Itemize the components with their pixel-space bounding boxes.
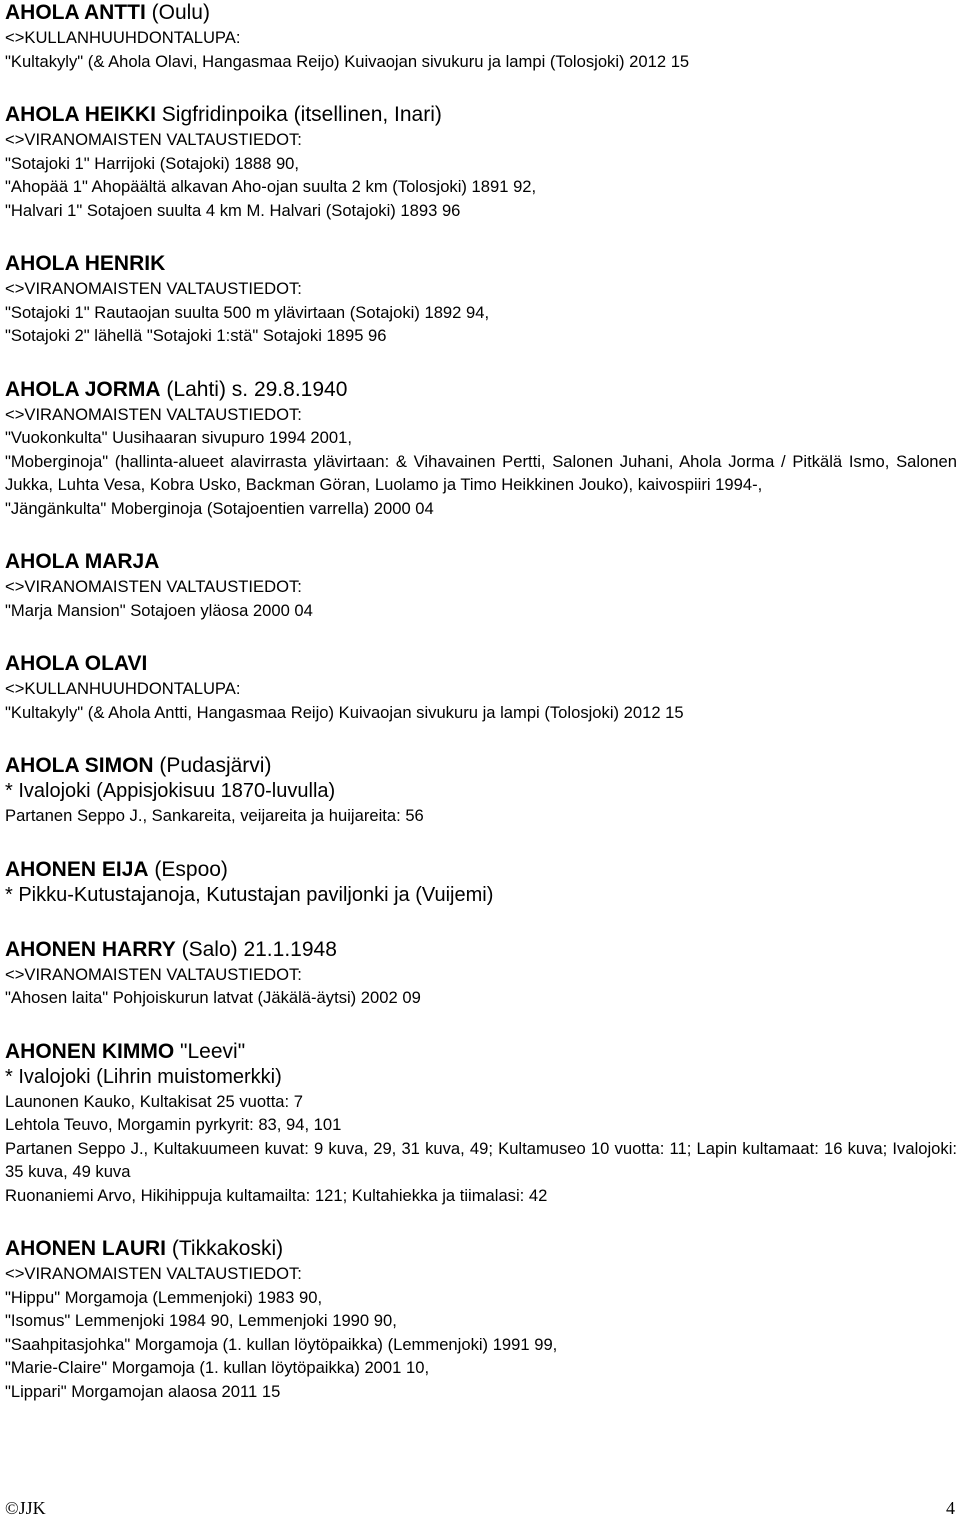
entry-name bbox=[5, 652, 147, 675]
entry-spacer bbox=[5, 73, 957, 102]
firstname: MARJA bbox=[84, 550, 160, 573]
detail-line: Ruonaniemi Arvo, Hikihippuja kultamailta: 121; Kultahiekka ja tiimalasi: 42 bbox=[5, 1185, 548, 1205]
detail-line: "Hippu" Morgamoja (Lemmenjoki) 1983 90, bbox=[5, 1287, 323, 1307]
entry-name bbox=[5, 1237, 166, 1260]
entry-heading bbox=[5, 0, 957, 26]
surname: AHOLA bbox=[5, 1, 79, 24]
entry-heading bbox=[5, 857, 957, 883]
person-entry bbox=[5, 1236, 957, 1403]
person-entry bbox=[5, 377, 957, 521]
detail-line: "Kultakyly" (& Ahola Antti, Hangasmaa Reijo) Kuivaojan sivukuru ja lampi (Tolosjoki) 2012 15 bbox=[5, 702, 684, 722]
detail-line: "Isomus" Lemmenjoki 1984 90, Lemmenjoki 1990 90, bbox=[5, 1311, 397, 1330]
entry-heading bbox=[5, 753, 957, 779]
detail-line: Launonen Kauko, Kultakisat 25 vuotta: 7 bbox=[5, 1091, 303, 1111]
firstname: OLAVI bbox=[84, 652, 148, 675]
detail-line: "Saahpitasjohka" Morgamoja (1. kullan löytöpaikka) (Lemmenjoki) 1991 99, bbox=[5, 1334, 558, 1354]
firstname: EIJA bbox=[101, 857, 149, 881]
detail-line: "Marja Mansion" Sotajoen yläosa 2000 04 bbox=[5, 600, 313, 620]
entry-name bbox=[5, 938, 176, 961]
person-entry bbox=[5, 651, 957, 724]
entry-qualifier: "Leevi" bbox=[180, 1039, 246, 1063]
entry-spacer bbox=[5, 1010, 957, 1039]
detail-line: "Sotajoki 2" lähellä "Sotajoki 1:stä" Sotajoki 1895 96 bbox=[5, 326, 387, 345]
detail-line: "Halvari 1" Sotajoen suulta 4 km M. Halvari (Sotajoki) 1893 96 bbox=[5, 200, 461, 220]
entry-spacer bbox=[5, 1207, 957, 1236]
section-label: <>VIRANOMAISTEN VALTAUSTIEDOT: bbox=[5, 964, 302, 984]
entry-qualifier: (Salo) 21.1.1948 bbox=[181, 937, 337, 961]
entry-qualifier: Sigfridinpoika (itsellinen, Inari) bbox=[161, 103, 442, 126]
entry-qualifier: (Espoo) bbox=[154, 857, 228, 881]
surname: AHOLA bbox=[5, 754, 79, 777]
firstname: LAURI bbox=[101, 1237, 167, 1260]
entry-name bbox=[5, 252, 165, 275]
person-entry bbox=[5, 251, 957, 348]
copyright-text: ©JJK bbox=[5, 1498, 46, 1518]
surname: AHONEN bbox=[5, 1039, 97, 1063]
detail-line: "Marie-Claire" Morgamoja (1. kullan löytöpaikka) 2001 10, bbox=[5, 1358, 430, 1377]
section-label: <>VIRANOMAISTEN VALTAUSTIEDOT: bbox=[5, 404, 302, 424]
surname: AHOLA bbox=[5, 252, 79, 275]
detail-line: "Lippari" Morgamojan alaosa 2011 15 bbox=[5, 1381, 281, 1401]
detail-line: "Ahosen laita" Pohjoiskurun latvat (Jäkälä-äytsi) 2002 09 bbox=[5, 988, 421, 1007]
document-body bbox=[5, 0, 957, 1403]
entry-qualifier: (Pudasjärvi) bbox=[159, 754, 272, 777]
person-entry bbox=[5, 0, 957, 73]
entry-name bbox=[5, 550, 159, 573]
detail-line: "Sotajoki 1" Rautaojan suulta 500 m ylävirtaan (Sotajoki) 1892 94, bbox=[5, 302, 490, 322]
entry-heading bbox=[5, 651, 957, 677]
entry-name bbox=[5, 1, 146, 24]
surname: AHOLA bbox=[5, 103, 79, 126]
firstname: HENRIK bbox=[84, 252, 166, 275]
entry-qualifier: (Tikkakoski) bbox=[171, 1237, 284, 1260]
section-label: <>KULLANHUUHDONTALUPA: bbox=[5, 679, 241, 698]
person-entry bbox=[5, 937, 957, 1010]
entry-heading bbox=[5, 102, 957, 128]
surname: AHONEN bbox=[5, 1237, 97, 1260]
detail-line: Lehtola Teuvo, Morgamin pyrkyrit: 83, 94, 101 bbox=[5, 1115, 342, 1134]
entry-heading bbox=[5, 251, 957, 277]
surname: AHOLA bbox=[5, 652, 79, 675]
page-footer bbox=[5, 1497, 955, 1519]
firstname: HEIKKI bbox=[84, 103, 156, 126]
detail-line: "Moberginoja" (hallinta-alueet alavirrasta ylävirtaan: & Vihavainen Pertti, Salonen Juhani, Ahola Jorma / Pitkälä Ismo, Salonen Jukka, Luhta Vesa, Kobra Usko, Backman Göran, Luolamo ja Timo Heikkinen Jouko), kaivospiiri 1994-, bbox=[5, 451, 957, 494]
section-label: <>VIRANOMAISTEN VALTAUSTIEDOT: bbox=[5, 130, 302, 149]
entry-name bbox=[5, 858, 149, 881]
section-label: <>KULLANHUUHDONTALUPA: bbox=[5, 28, 241, 47]
detail-line: "Kultakyly" (& Ahola Olavi, Hangasmaa Reijo) Kuivaojan sivukuru ja lampi (Tolosjoki) 2012 15 bbox=[5, 51, 690, 71]
page-number: 4 bbox=[946, 1498, 955, 1518]
entry-spacer bbox=[5, 828, 957, 857]
entry-qualifier: (Lahti) s. 29.8.1940 bbox=[166, 377, 348, 401]
entry-heading bbox=[5, 937, 957, 963]
section-label: <>VIRANOMAISTEN VALTAUSTIEDOT: bbox=[5, 1264, 302, 1283]
entry-spacer bbox=[5, 908, 957, 937]
firstname: KIMMO bbox=[101, 1039, 175, 1063]
surname: AHONEN bbox=[5, 857, 97, 881]
entry-name bbox=[5, 754, 154, 777]
entry-spacer bbox=[5, 622, 957, 651]
entry-name bbox=[5, 1040, 174, 1063]
firstname: HARRY bbox=[101, 937, 176, 961]
detail-line: "Vuokonkulta" Uusihaaran sivupuro 1994 2001, bbox=[5, 428, 352, 447]
section-label: <>VIRANOMAISTEN VALTAUSTIEDOT: bbox=[5, 577, 302, 596]
entry-name bbox=[5, 103, 156, 126]
location-line: * Pikku-Kutustajanoja, Kutustajan paviljonki ja (Vuijemi) bbox=[5, 883, 494, 906]
detail-line: Partanen Seppo J., Sankareita, veijareita ja huijareita: 56 bbox=[5, 806, 424, 825]
location-line: * Ivalojoki (Lihrin muistomerkki) bbox=[5, 1065, 282, 1088]
person-entry bbox=[5, 102, 957, 222]
entry-heading bbox=[5, 1236, 957, 1262]
firstname: SIMON bbox=[84, 754, 154, 777]
person-entry bbox=[5, 753, 957, 828]
entry-spacer bbox=[5, 348, 957, 377]
surname: AHONEN bbox=[5, 937, 97, 961]
person-entry bbox=[5, 857, 957, 908]
entry-heading bbox=[5, 549, 957, 575]
person-entry bbox=[5, 1039, 957, 1208]
person-entry bbox=[5, 549, 957, 622]
entry-spacer bbox=[5, 724, 957, 753]
entry-name bbox=[5, 378, 161, 401]
entry-spacer bbox=[5, 520, 957, 549]
entry-heading bbox=[5, 377, 957, 403]
firstname: JORMA bbox=[84, 377, 161, 401]
detail-line: Partanen Seppo J., Kultakuumeen kuvat: 9 kuva, 29, 31 kuva, 49; Kultamuseo 10 vuotta: 11; Lapin kultamaat: 16 kuva; Ivalojoki: 35 kuva, 49 kuva bbox=[5, 1138, 957, 1181]
detail-line: "Ahopää 1" Ahopäältä alkavan Aho-ojan suulta 2 km (Tolosjoki) 1891 92, bbox=[5, 177, 537, 196]
entry-qualifier: (Oulu) bbox=[151, 1, 210, 24]
detail-line: "Sotajoki 1" Harrijoki (Sotajoki) 1888 90, bbox=[5, 153, 300, 173]
surname: AHOLA bbox=[5, 550, 79, 573]
surname: AHOLA bbox=[5, 377, 79, 401]
section-label: <>VIRANOMAISTEN VALTAUSTIEDOT: bbox=[5, 279, 302, 298]
detail-line: "Jängänkulta" Moberginoja (Sotajoentien varrella) 2000 04 bbox=[5, 498, 434, 518]
entry-heading bbox=[5, 1039, 957, 1065]
location-line: * Ivalojoki (Appisjokisuu 1870-luvulla) bbox=[5, 780, 336, 802]
entry-spacer bbox=[5, 222, 957, 251]
firstname: ANTTI bbox=[83, 1, 146, 24]
